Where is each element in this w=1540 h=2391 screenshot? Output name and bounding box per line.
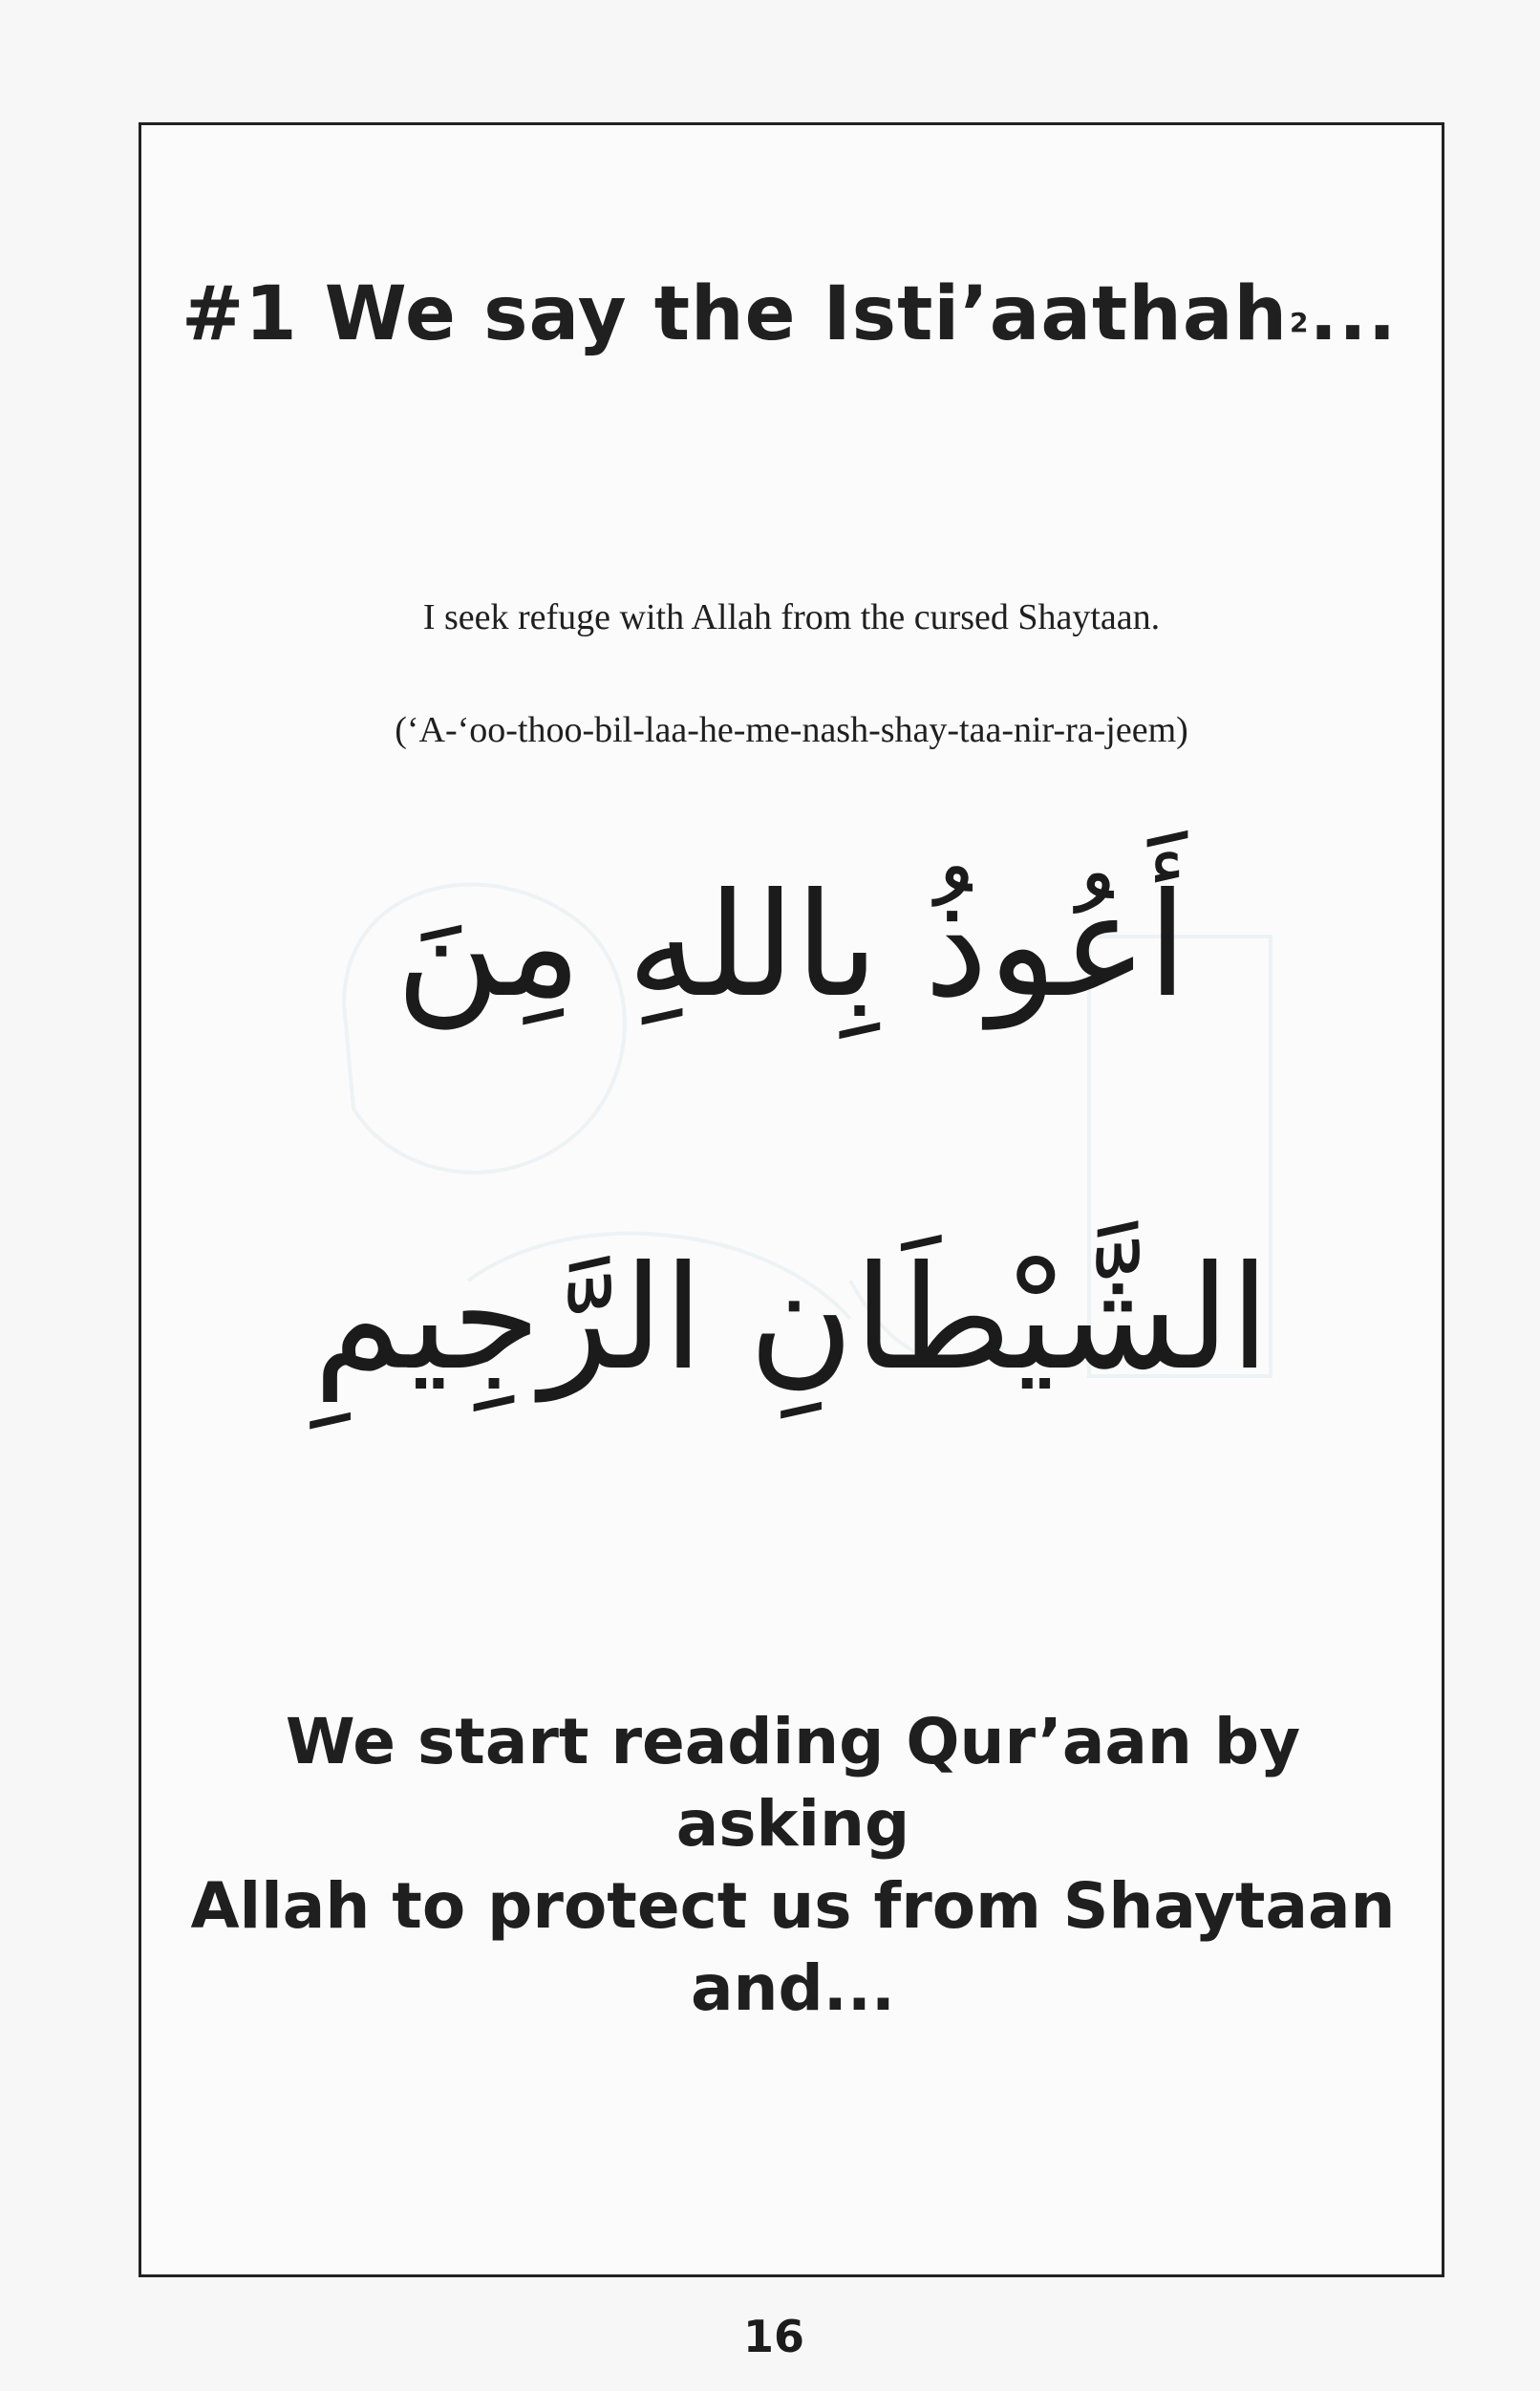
heading-ellipsis: ... [1309, 271, 1398, 357]
footnote-marker: 2 [1289, 307, 1310, 338]
explanation-line-3: and... [691, 1951, 895, 2025]
page-heading [182, 271, 1404, 357]
translation-text: I seek refuge with Allah from the cursed Shaytaan. [422, 597, 1161, 637]
explanation-line-2: Allah to protect us from Shaytaan [190, 1869, 1396, 1943]
page-number: 16 [742, 2311, 804, 2362]
arabic-line-1: أَعُوذُ بِاللهِ مِنَ [396, 863, 1187, 1029]
transliteration-text: (‘A-‘oo-thoo-bil-laa-he-me-nash-shay-taa-nir-ra-jeem) [395, 710, 1188, 750]
explanation-line-1: We start reading Qur’aan by asking [285, 1705, 1301, 1861]
explanation-text [172, 1701, 1414, 2030]
arabic-line-2: الشَّيْطَانِ الرَّجِيمِ [312, 1236, 1270, 1402]
heading-text: #1 We say the Isti’aathah [182, 271, 1288, 357]
